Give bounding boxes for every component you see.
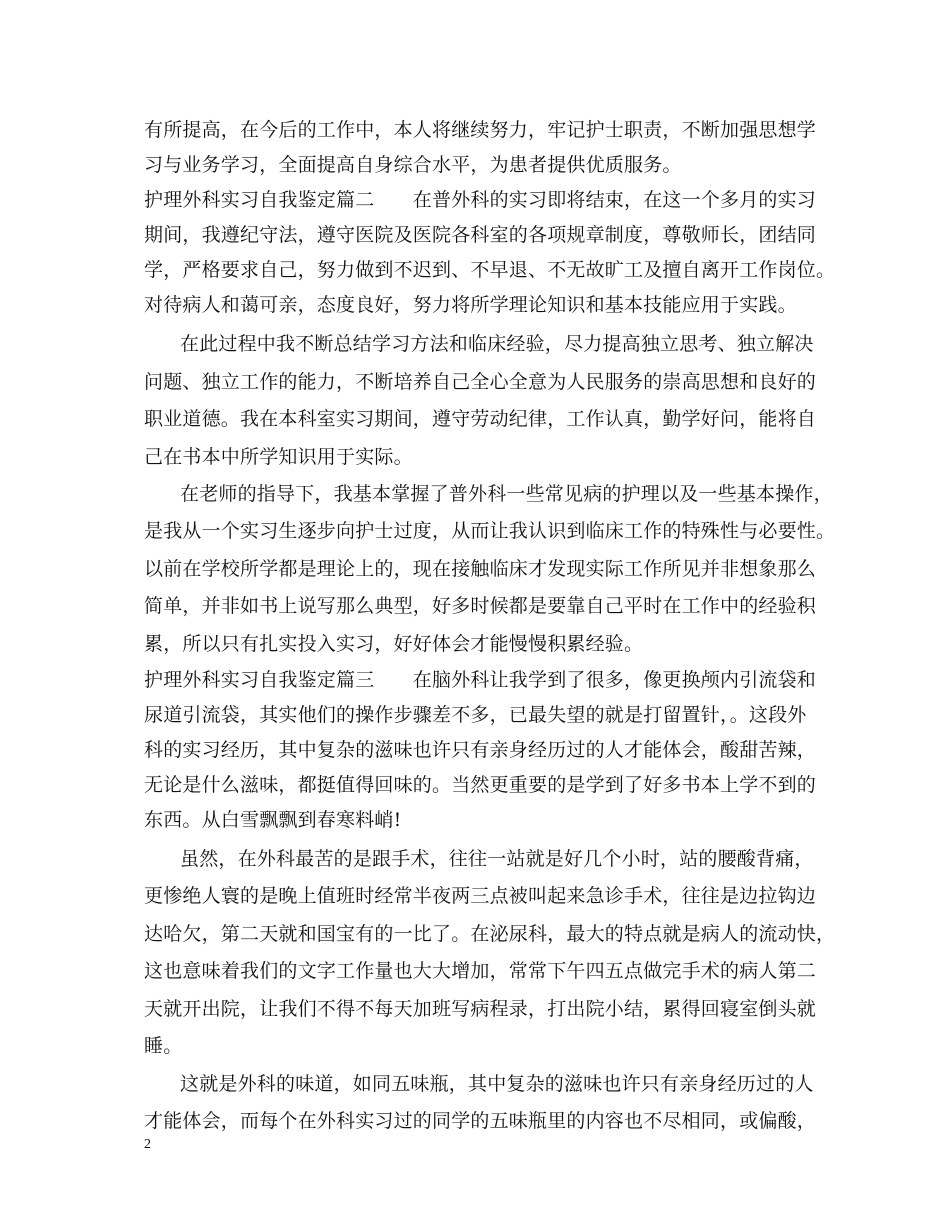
text-line: 己在书本中所学知识用于实际。 (144, 446, 413, 468)
text-line: 有所提高，在今后的工作中，本人将继续努力，牢记护士职责，不断加强思想学 (144, 119, 817, 141)
text-line: 护理外科实习自我鉴定篇二 在普外科的实习即将结束，在这一个多月的实习 (144, 189, 817, 211)
text-line: 是我从一个实习生逐步向护士过度，从而让我认识到临床工作的特殊性与必要性。 (144, 520, 836, 542)
text-line: 在此过程中我不断总结学习方法和临床经验，尽力提高独立思考、独立解决 (180, 333, 814, 355)
text-line: 习与业务学习，全面提高自身综合水平，为患者提供优质服务。 (144, 154, 682, 176)
text-line: 更惨绝人寰的是晚上值班时经常半夜两三点被叫起来急诊手术，往往是边拉钩边 (144, 885, 817, 907)
text-line: 东西。从白雪飘飘到春寒料峭! (144, 809, 402, 831)
text-line: 这也意味着我们的文字工作量也大大增加，常常下午四五点做完手术的病人第二 (144, 960, 817, 982)
text-line: 尿道引流袋，其实他们的操作步骤差不多，已最失望的就是打留置针，。这段外 (144, 704, 807, 726)
text-line: 职业道德。我在本科室实习期间，遵守劳动纪律，工作认真，勤学好问，能将自 (144, 408, 817, 430)
text-line: 对待病人和蔼可亲，态度良好，努力将所学理论知识和基本技能应用于实践。 (144, 294, 797, 316)
text-line: 睡。 (144, 1035, 183, 1057)
text-line: 虽然，在外科最苦的是跟手术，往往一站就是好几个小时，站的腰酸背痛， (180, 848, 814, 870)
text-line: 才能体会，而每个在外科实习过的同学的五味瓶里的内容也不尽相同，或偏酸， (144, 1110, 817, 1132)
page-number: 2 (144, 1137, 151, 1152)
text-line: 科的实习经历，其中复杂的滋味也许只有亲身经历过的人才能体会，酸甜苦辣， (144, 739, 817, 761)
text-line: 累，所以只有扎实投入实习，好好体会才能慢慢积累经验。 (144, 633, 644, 655)
text-line: 在老师的指导下，我基本掌握了普外科一些常见病的护理以及一些基本操作， (180, 483, 833, 505)
text-line: 这就是外科的味道，如同五味瓶，其中复杂的滋味也许只有亲身经历过的人 (180, 1073, 814, 1095)
text-line: 无论是什么滋味，都挺值得回味的。当然更重要的是学到了好多书本上学不到的 (144, 774, 817, 796)
text-line: 天就开出院，让我们不得不每天加班写病程录，打出院小结，累得回寝室倒头就 (144, 998, 817, 1020)
text-line: 以前在学校所学都是理论上的，现在接触临床才发现实际工作所见并非想象那么 (144, 558, 817, 580)
text-line: 学，严格要求自己，努力做到不迟到、不早退、不无故旷工及擅自离开工作岗位。 (144, 259, 836, 281)
text-line: 简单，并非如书上说写那么典型，好多时候都是要靠自己平时在工作中的经验积 (144, 595, 817, 617)
text-line: 期间，我遵纪守法，遵守医院及医院各科室的各项规章制度，尊敬师长，团结同 (144, 224, 817, 246)
text-line: 问题、独立工作的能力，不断培养自己全心全意为人民服务的崇高思想和良好的 (144, 371, 817, 393)
text-line: 护理外科实习自我鉴定篇三 在脑外科让我学到了很多，像更换颅内引流袋和 (144, 669, 817, 691)
text-line: 达哈欠，第二天就和国宝有的一比了。在泌尿科，最大的特点就是病人的流动快， (144, 923, 836, 945)
